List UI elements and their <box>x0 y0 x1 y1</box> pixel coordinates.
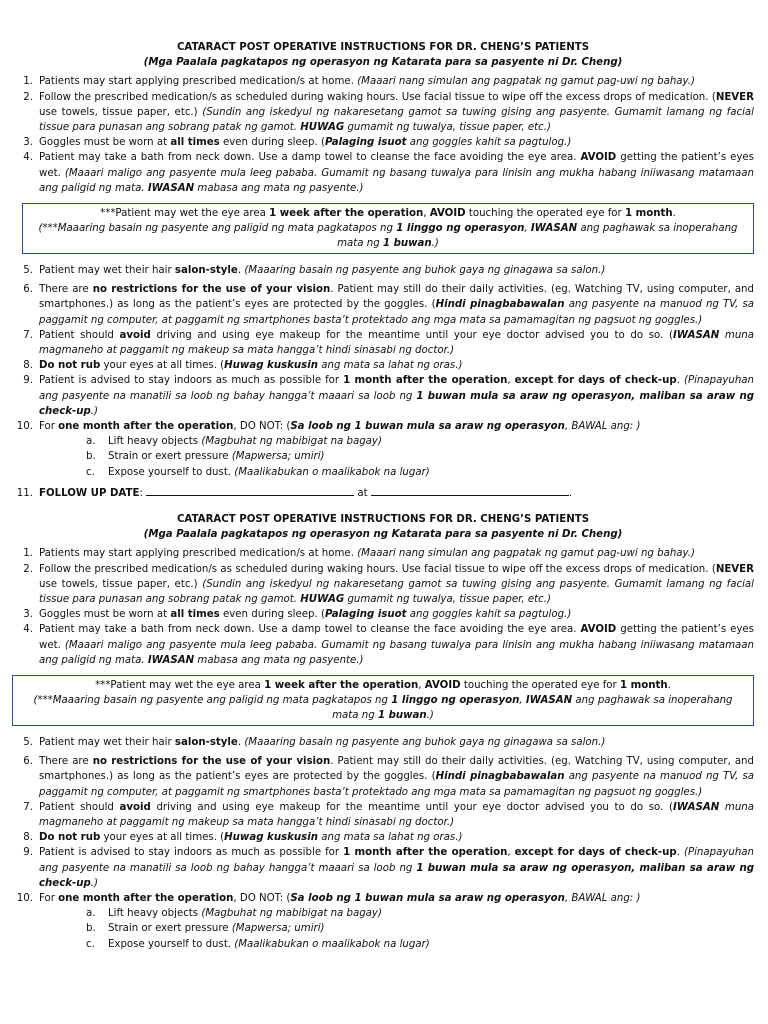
item-text: Patient should <box>39 801 114 813</box>
item-text-cont: . Patient may still do their daily activities. (eg. Watching TV, using computer, and smartphones.) as long as the patient’s eyes are protected by the goggles. ( <box>39 284 754 311</box>
item-emphasis: all times <box>170 609 220 621</box>
item-translation-cont: gumamit ng tuwalya, tissue paper, etc.) <box>347 594 551 606</box>
item-translation-emphasis: HUWAG <box>300 594 345 606</box>
instruction-item-1 <box>12 546 754 561</box>
sub-item-translation: (Mapwersa; umiri) <box>231 451 325 463</box>
item-text: Goggles must be worn at <box>39 609 168 621</box>
item-translation-emphasis: IWASAN <box>672 801 720 813</box>
item-number: 4. <box>23 624 33 636</box>
item-translation-emphasis: IWASAN <box>147 654 195 666</box>
item-text-cont: , <box>507 847 511 859</box>
item-text-cont: driving and using eye makeup for the meantime until your eye doctor advised you to do so. ( <box>156 329 673 341</box>
sub-item-translation: (Maalikabukan o maalikabok na lugar) <box>234 938 430 950</box>
instruction-item-6 <box>12 282 754 328</box>
item-emphasis: Do not rub <box>39 832 101 844</box>
instruction-item-5 <box>12 263 754 278</box>
item-number: 2. <box>23 91 33 103</box>
item-translation: , BAWAL ang: ) <box>564 421 641 433</box>
item-emphasis: avoid <box>119 801 151 813</box>
item-text-cont: driving and using eye makeup for the meantime until your eye doctor advised you to do so. ( <box>156 801 673 813</box>
item-text-cont: use towels, tissue paper, etc.) <box>39 578 198 590</box>
item-translation: ang pasyente na manuod ng TV, sa paggamit ng computer, at paggamit ng smartphones basta’t protektado ang mga mata sa pamamagitan ng pagsuot ng goggles.) <box>39 299 755 326</box>
note-emphasis: AVOID <box>424 680 461 692</box>
item-emphasis: all times <box>170 137 220 149</box>
item-translation: muna magmaneho at paggamit ng makeup sa mata hangga’t hindi sinasabi ng doctor.) <box>39 801 754 829</box>
item-emphasis: except for days of check-up <box>514 375 677 387</box>
item-text: For <box>39 421 55 433</box>
instruction-item-10 <box>12 891 754 906</box>
item-emphasis: one month after the operation <box>58 421 234 433</box>
item-translation: (Maaari nang simulan ang pagpatak ng gamut pag-uwi ng bahay.) <box>357 76 695 88</box>
instruction-item-1 <box>12 74 754 89</box>
item-text: For <box>39 893 55 905</box>
item-translation: ang pasyente na manuod ng TV, sa paggamit ng computer, at paggamit ng smartphones basta’t protektado ang mga mata sa pamamagitan ng pagsuot ng goggles.) <box>39 771 755 798</box>
item-number: 9. <box>23 375 33 387</box>
item-translation: ang goggles kahit sa pagtulog.) <box>409 137 572 149</box>
document-title: CATARACT POST OPERATIVE INSTRUCTIONS FOR DR. CHENG’S PATIENTS <box>176 514 590 525</box>
item-text: Patient may take a bath from neck down. Use a damp towel to cleanse the face avoiding the eye area. <box>39 152 577 164</box>
item-translation: ang goggles kahit sa pagtulog.) <box>409 609 572 621</box>
note-text: ***Patient may wet the eye area <box>100 208 266 220</box>
item-text: Follow the prescribed medication/s as scheduled during waking hours. Use facial tissue to wipe off the excess drops of medication. ( <box>39 91 716 103</box>
follow-up-period: . <box>568 487 573 499</box>
item-text-cont: . Patient may still do their daily activities. (eg. Watching TV, using computer, and smartphones.) as long as the patient’s eyes are protected by the goggles. ( <box>39 756 754 783</box>
item-number: 2. <box>23 563 33 575</box>
item-translation-emphasis: Huwag kuskusin <box>224 832 318 844</box>
note-emphasis: 1 month <box>624 208 673 220</box>
item-number: 5. <box>23 737 33 749</box>
sub-item-letter: a. <box>86 908 96 920</box>
item-translation-emphasis: Sa loob ng 1 buwan mula sa araw ng operasyon <box>290 893 565 905</box>
note-emphasis: AVOID <box>429 208 466 220</box>
item-emphasis: 1 month after the operation <box>343 375 508 387</box>
item-translation-emphasis: IWASAN <box>672 329 720 341</box>
eye-area-note-box <box>12 675 754 726</box>
item-text: your eyes at all times. ( <box>103 360 225 372</box>
item-translation: (Sundin ang iskedyul ng nakaresetang gamot sa tuwing gising ang pasyente. Gumamit lamang ng facial tissue para punasan ang sobrang patak ng gamot. <box>39 578 754 606</box>
item-emphasis: 1 month after the operation <box>343 847 508 859</box>
follow-up-colon: : <box>139 487 143 499</box>
item-translation-emphasis: Palaging isuot <box>324 609 407 621</box>
instruction-item-6 <box>12 754 754 800</box>
sub-item-translation: (Mapwersa; umiri) <box>231 923 325 935</box>
item-translation: , BAWAL ang: ) <box>564 893 641 905</box>
item-translation-emphasis: Palaging isuot <box>324 137 407 149</box>
item-text: Patient may wet their hair <box>39 265 172 277</box>
instruction-item-3 <box>12 607 754 622</box>
follow-up-date-label: FOLLOW UP DATE <box>39 487 140 499</box>
follow-up-at-label: at <box>357 487 368 499</box>
note-translation: ang paghawak sa inoperahang mata ng <box>337 223 738 250</box>
item-text-cont: even during sleep. ( <box>222 609 325 621</box>
follow-up-date-blank[interactable] <box>146 486 354 496</box>
note-text: touching the operated eye for <box>463 680 617 692</box>
item-number: 8. <box>23 360 33 372</box>
item-translation: (Maaaring basain ng pasyente ang buhok gaya ng ginagawa sa salon.) <box>244 265 606 277</box>
sub-item-text: Expose yourself to dust. <box>108 938 232 950</box>
item-number: 6. <box>23 756 33 768</box>
item-number: 8. <box>23 832 33 844</box>
item-text-cont: even during sleep. ( <box>222 137 325 149</box>
item-number: 3. <box>23 137 33 149</box>
item-translation: (Pinapayuhan ang pasyente na manatili sa loob ng bahay hangga’t maaari sa loob ng <box>39 847 754 874</box>
item-number: 7. <box>23 329 33 341</box>
item-text-cont: use towels, tissue paper, etc.) <box>39 106 198 118</box>
sub-item-c <box>86 465 754 480</box>
item-translation: muna magmaneho at paggamit ng makeup sa mata hangga’t hindi sinasabi ng doctor.) <box>39 329 754 357</box>
item-text-cont: , <box>507 375 511 387</box>
follow-up-place-blank[interactable] <box>371 486 569 496</box>
item-translation-emphasis: Sa loob ng 1 buwan mula sa araw ng operasyon <box>290 421 565 433</box>
note-text: touching the operated eye for <box>468 208 622 220</box>
item-translation-emphasis: 1 buwan mula sa araw ng operasyon, maliban sa araw ng check-up <box>39 390 754 417</box>
item-translation: (Maaari nang simulan ang pagpatak ng gamut pag-uwi ng bahay.) <box>357 548 695 560</box>
item-emphasis: no restrictions for the use of your vision <box>92 756 331 768</box>
item-emphasis: one month after the operation <box>58 893 234 905</box>
item-emphasis: avoid <box>119 329 151 341</box>
sub-item-text: Strain or exert pressure <box>108 923 229 935</box>
note-translation: , <box>524 223 528 235</box>
item-translation: (Maaari maligo ang pasyente mula leeg pababa. Gumamit ng basang tuwalya para linisin ang mukha habang iniiwasang matamaan ang paligid ng mata. <box>39 167 754 194</box>
item-translation-emphasis: IWASAN <box>147 182 195 194</box>
note-emphasis: 1 week after the operation <box>269 208 424 220</box>
item-number: 3. <box>23 609 33 621</box>
item-emphasis: NEVER <box>715 563 754 575</box>
note-text: , <box>423 208 427 220</box>
instruction-item-7 <box>12 800 754 830</box>
item-number: 5. <box>23 265 33 277</box>
item-emphasis: salon-style <box>174 737 238 749</box>
note-translation: ang paghawak sa inoperahang mata ng <box>332 695 733 722</box>
item-emphasis: no restrictions for the use of your vision <box>92 284 331 296</box>
item-translation: (Maaaring basain ng pasyente ang buhok gaya ng ginagawa sa salon.) <box>244 737 606 749</box>
item-emphasis: AVOID <box>580 624 617 636</box>
item-number: 7. <box>23 801 33 813</box>
item-translation: (Sundin ang iskedyul ng nakaresetang gamot sa tuwing gising ang pasyente. Gumamit lamang ng facial tissue para punasan ang sobrang patak ng gamot. <box>39 106 754 134</box>
sub-item-letter: a. <box>86 436 96 448</box>
item-text: There are <box>39 756 89 768</box>
item-text-cont: . <box>237 265 242 277</box>
sub-item-letter: b. <box>86 451 96 463</box>
note-translation-emphasis: 1 buwan <box>382 238 432 250</box>
sub-item-text: Expose yourself to dust. <box>108 466 232 478</box>
instruction-item-8 <box>12 358 754 373</box>
item-text-cont: getting the patient’s eyes wet. <box>39 152 754 179</box>
instruction-item-7 <box>12 328 754 358</box>
instruction-item-4 <box>12 150 754 196</box>
item-text: Goggles must be worn at <box>39 137 168 149</box>
instruction-item-9 <box>12 373 754 419</box>
sub-item-a <box>86 906 754 921</box>
item-text-cont: . <box>676 375 680 387</box>
note-emphasis: 1 week after the operation <box>264 680 419 692</box>
note-translation: , <box>519 695 523 707</box>
note-translation-emphasis: 1 linggo ng operasyon <box>396 223 525 235</box>
item-number: 1. <box>23 548 33 560</box>
item-translation-emphasis: HUWAG <box>300 122 345 134</box>
instruction-item-2 <box>12 562 754 608</box>
note-translation-emphasis: 1 buwan <box>377 710 427 722</box>
note-translation: .) <box>426 710 434 722</box>
instruction-item-11 <box>12 486 754 501</box>
item-text-cont: , DO NOT: ( <box>233 421 291 433</box>
sub-item-text: Lift heavy objects <box>108 436 199 448</box>
document-title: CATARACT POST OPERATIVE INSTRUCTIONS FOR DR. CHENG’S PATIENTS <box>176 42 590 53</box>
item-text-cont: . <box>237 737 242 749</box>
instruction-item-2 <box>12 90 754 136</box>
item-text-cont: . <box>676 847 680 859</box>
note-translation: (***Maaaring basain ng pasyente ang paligid ng mata pagkatapos ng <box>38 223 393 235</box>
sub-item-b <box>86 921 754 936</box>
item-text: Patient is advised to stay indoors as much as possible for <box>39 847 340 859</box>
document-subtitle: (Mga Paalala pagkatapos ng operasyon ng Katarata para sa pasyente ni Dr. Cheng) <box>143 57 623 69</box>
item-translation: (Pinapayuhan ang pasyente na manatili sa loob ng bahay hangga’t maaari sa loob ng <box>39 375 754 402</box>
note-emphasis: 1 month <box>619 680 668 692</box>
instruction-item-10 <box>12 419 754 434</box>
item-translation: ang mata sa lahat ng oras.) <box>321 360 463 372</box>
note-translation-emphasis: IWASAN <box>525 695 573 707</box>
item-emphasis: AVOID <box>580 152 617 164</box>
item-emphasis: NEVER <box>715 91 754 103</box>
item-emphasis: salon-style <box>174 265 238 277</box>
note-text: . <box>667 680 671 692</box>
sub-item-a <box>86 434 754 449</box>
item-number: 10. <box>16 421 33 433</box>
item-number: 4. <box>23 152 33 164</box>
item-number: 11. <box>16 487 33 499</box>
item-translation-emphasis: Hindi pinagbabawalan <box>435 299 565 311</box>
note-text: , <box>418 680 422 692</box>
item-emphasis: except for days of check-up <box>514 847 677 859</box>
instruction-item-5 <box>12 735 754 750</box>
item-text: Patient may wet their hair <box>39 737 172 749</box>
document-subtitle: (Mga Paalala pagkatapos ng operasyon ng Katarata para sa pasyente ni Dr. Cheng) <box>143 529 623 541</box>
sub-item-letter: c. <box>86 466 95 478</box>
instruction-item-3 <box>12 135 754 150</box>
note-translation-emphasis: IWASAN <box>530 223 578 235</box>
sub-item-c <box>86 937 754 952</box>
sub-item-b <box>86 449 754 464</box>
item-translation-emphasis: Hindi pinagbabawalan <box>435 771 565 783</box>
instructions-section-1 <box>12 40 754 501</box>
note-translation: .) <box>431 238 439 250</box>
item-translation-cont: .) <box>90 405 99 417</box>
item-text: Patient may take a bath from neck down. Use a damp towel to cleanse the face avoiding the eye area. <box>39 624 577 636</box>
instruction-item-4 <box>12 622 754 668</box>
item-number: 10. <box>16 893 33 905</box>
note-translation: (***Maaaring basain ng pasyente ang paligid ng mata pagkatapos ng <box>33 695 388 707</box>
item-translation: (Maaari maligo ang pasyente mula leeg pababa. Gumamit ng basang tuwalya para linisin ang mukha habang iniiwasang matamaan ang paligid ng mata. <box>39 639 754 666</box>
sub-item-letter: c. <box>86 938 95 950</box>
sub-item-translation: (Magbuhat ng mabibigat na bagay) <box>201 908 382 920</box>
item-text: Patients may start applying prescribed medication/s at home. <box>39 76 354 88</box>
item-text: your eyes at all times. ( <box>103 832 225 844</box>
sub-item-letter: b. <box>86 923 96 935</box>
item-text: There are <box>39 284 89 296</box>
item-text-cont: , DO NOT: ( <box>233 893 291 905</box>
item-translation-cont: mabasa ang mata ng pasyente.) <box>197 654 364 666</box>
note-text: . <box>672 208 676 220</box>
item-number: 1. <box>23 76 33 88</box>
instruction-item-9 <box>12 845 754 891</box>
item-text: Follow the prescribed medication/s as scheduled during waking hours. Use facial tissue to wipe off the excess drops of medication. ( <box>39 563 716 575</box>
sub-item-text: Lift heavy objects <box>108 908 199 920</box>
instructions-section-2 <box>12 512 754 952</box>
eye-area-note-box <box>22 203 754 254</box>
note-translation-emphasis: 1 linggo ng operasyon <box>391 695 520 707</box>
note-text: ***Patient may wet the eye area <box>95 680 261 692</box>
item-text: Patient should <box>39 329 114 341</box>
sub-item-translation: (Maalikabukan o maalikabok na lugar) <box>234 466 430 478</box>
item-translation-cont: .) <box>90 877 99 889</box>
item-text-cont: getting the patient’s eyes wet. <box>39 624 754 651</box>
item-number: 6. <box>23 284 33 296</box>
item-text: Patients may start applying prescribed medication/s at home. <box>39 548 354 560</box>
instruction-item-8 <box>12 830 754 845</box>
item-translation-emphasis: Huwag kuskusin <box>224 360 318 372</box>
item-emphasis: Do not rub <box>39 360 101 372</box>
item-translation-cont: gumamit ng tuwalya, tissue paper, etc.) <box>347 122 551 134</box>
item-translation: ang mata sa lahat ng oras.) <box>321 832 463 844</box>
sub-item-translation: (Magbuhat ng mabibigat na bagay) <box>201 436 382 448</box>
item-text: Patient is advised to stay indoors as much as possible for <box>39 375 340 387</box>
item-number: 9. <box>23 847 33 859</box>
item-translation-emphasis: 1 buwan mula sa araw ng operasyon, maliban sa araw ng check-up <box>39 862 754 889</box>
item-translation-cont: mabasa ang mata ng pasyente.) <box>197 182 364 194</box>
sub-item-text: Strain or exert pressure <box>108 451 229 463</box>
